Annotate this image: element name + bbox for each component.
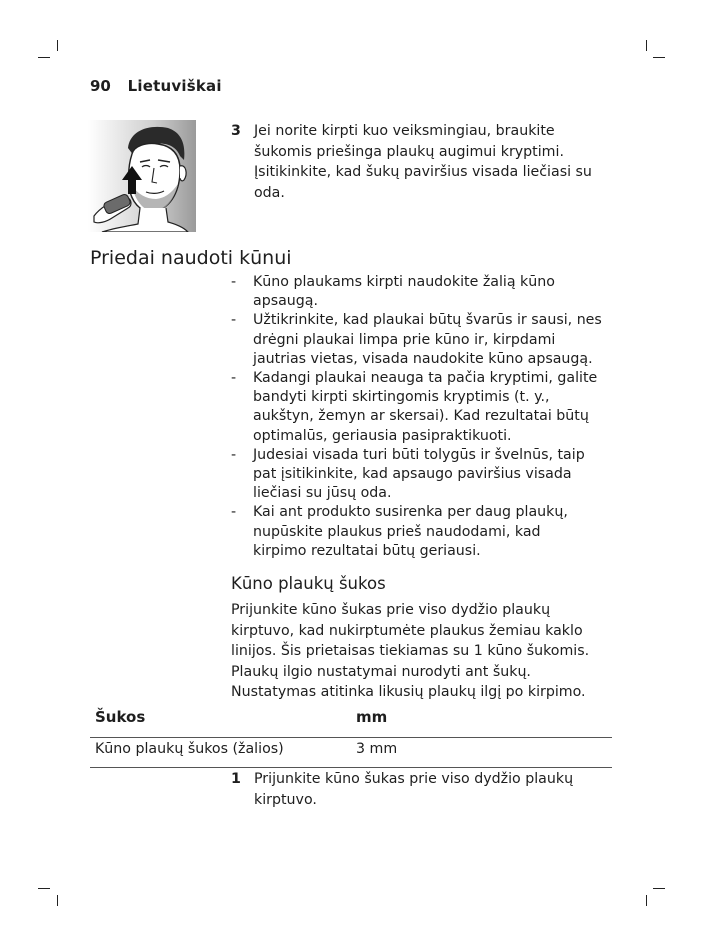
text-line: Judesiai visada turi būti tolygūs ir švelnūs, taip [253, 446, 585, 463]
page-number: 90 [90, 77, 111, 95]
text-line: Prijunkite kūno šukas prie viso dydžio plaukų [254, 771, 574, 787]
crop-mark [38, 57, 50, 58]
text-line: linijos. Šis prietaisas tiekiamas su 1 kūno šukomis. [231, 643, 590, 659]
bullet-dash: - [231, 274, 237, 290]
text-line: Prijunkite kūno šukas prie viso dydžio plaukų [231, 602, 551, 618]
list-item [231, 273, 616, 311]
text-line: bandyti kirpti skirtingomis kryptimis (t. y., [253, 389, 550, 406]
text-line: Užtikrinkite, kad plaukai būtų švarūs ir sausi, nes [253, 312, 602, 329]
table-header [90, 706, 612, 738]
text-line: šukomis priešinga plaukų augimui kryptimi. [254, 143, 564, 160]
crop-mark [646, 895, 647, 906]
crop-mark [57, 895, 58, 906]
language-label: Lietuviškai [127, 77, 222, 95]
text-line: nupūskite plaukus prieš naudodami, kad [253, 523, 541, 540]
list-item [231, 503, 616, 561]
crop-mark [653, 888, 665, 889]
crop-mark [38, 888, 50, 889]
text-line: Įsitikinkite, kad šukų paviršius visada liečiasi su [254, 164, 592, 180]
list-item [231, 311, 616, 369]
crop-mark [57, 40, 58, 51]
text-line: Plaukų ilgio nustatymai nurodyti ant šukų. [231, 663, 531, 680]
text-line: aukštyn, žemyn ar skersai). Kad rezultatai būtų [253, 408, 589, 425]
bullet-dash: - [231, 504, 237, 521]
subsection-title: Kūno plaukų šukos [231, 574, 386, 593]
beard-trimming-illustration [88, 120, 196, 232]
text-line: Nustatymas atitinka likusių plaukų ilgį po kirpimo. [231, 684, 586, 700]
bullet-dash: - [231, 370, 237, 387]
text-line: Jei norite kirpti kuo veiksmingiau, braukite [254, 123, 555, 139]
crop-mark [653, 57, 665, 58]
cell-comb: Kūno plaukų šukos (žalios) [95, 741, 284, 757]
text-line: apsaugą. [253, 293, 318, 310]
bullet-dash: - [231, 312, 237, 329]
text-line: optimalūs, geriausia pasipraktikuoti. [253, 427, 512, 444]
text-line: jautrias vietas, visada naudokite kūno apsaugą. [253, 350, 593, 367]
text-line: kirpimo rezultatai būtų geriausi. [253, 542, 481, 559]
header-comb: Šukos [95, 708, 146, 726]
step-text [254, 769, 614, 810]
bullet-dash: - [231, 446, 237, 463]
page-header [90, 77, 222, 95]
cell-mm: 3 mm [356, 741, 398, 757]
table-row [90, 738, 612, 768]
text-line: Kūno plaukams kirpti naudokite žalią kūno [253, 274, 555, 290]
bullet-list [231, 273, 616, 561]
header-mm: mm [356, 708, 388, 726]
text-line: Kadangi plaukai neauga ta pačia kryptimi, galite [253, 370, 598, 387]
text-line: pat įsitikinkite, kad apsaugo paviršius visada [253, 466, 572, 483]
list-item [231, 369, 616, 446]
comb-settings-table [90, 706, 612, 768]
step-number: 3 [231, 123, 241, 139]
text-line: Kai ant produkto susirenka per daug plaukų, [253, 504, 568, 521]
text-line: oda. [254, 184, 285, 201]
text-line: liečiasi su jūsų oda. [253, 485, 392, 502]
text-line: drėgni plaukai limpa prie kūno ir, kirpdami [253, 331, 556, 348]
text-line: kirptuvo, kad nukirptumėte plaukus žemiau kaklo [231, 622, 583, 639]
crop-mark [646, 40, 647, 51]
section-title: Priedai naudoti kūnui [90, 247, 292, 269]
step-text [254, 121, 614, 203]
text-line: kirptuvo. [254, 791, 317, 808]
step-number: 1 [231, 771, 241, 787]
body-paragraph [231, 600, 616, 703]
list-item [231, 446, 616, 504]
